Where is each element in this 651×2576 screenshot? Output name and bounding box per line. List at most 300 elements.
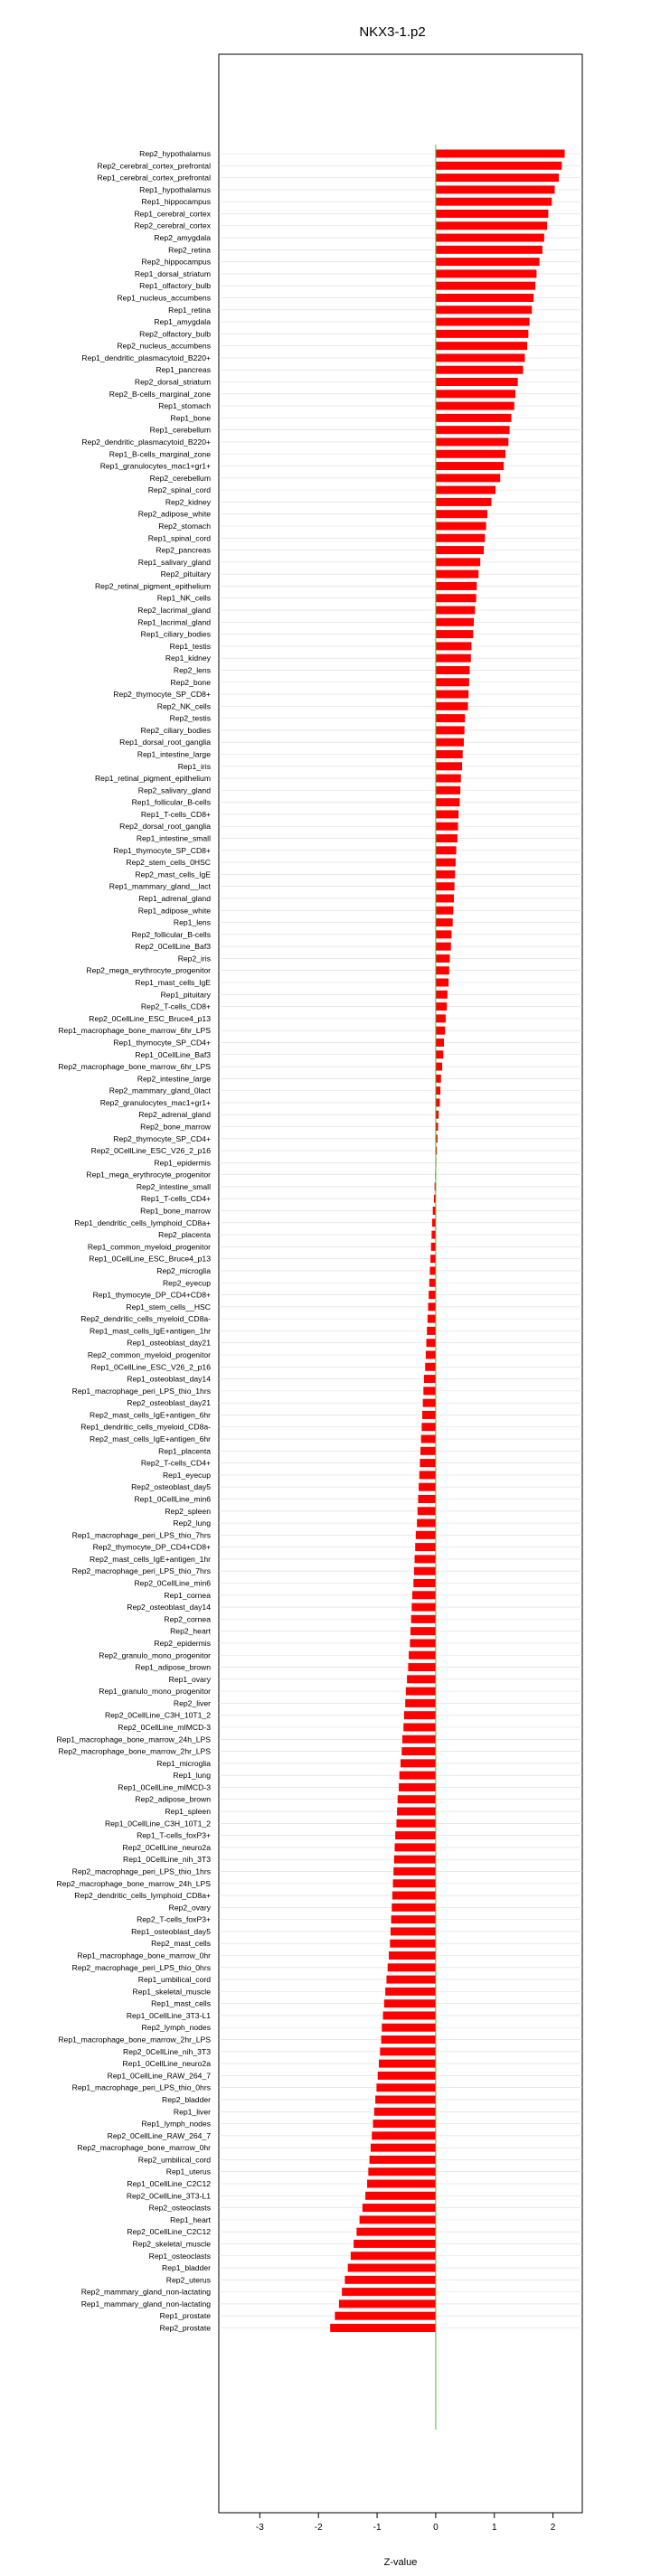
bar bbox=[436, 342, 527, 350]
bar bbox=[395, 1831, 436, 1839]
category-labels bbox=[56, 149, 211, 2332]
category-label: Rep2_spinal_cord bbox=[147, 485, 211, 495]
category-label: Rep1_nucleus_accumbens bbox=[117, 293, 211, 303]
category-label: Rep2_dorsal_root_ganglia bbox=[119, 822, 211, 832]
category-label: Rep1_0CellLine_Baf3 bbox=[135, 1049, 211, 1059]
category-label: Rep1_0CellLine_ESC_V26_2_p16 bbox=[90, 1362, 211, 1372]
category-label: Rep1_macrophage_peri_LPS_thio_0hrs bbox=[71, 2082, 211, 2092]
bar bbox=[436, 966, 449, 974]
bar bbox=[436, 318, 530, 326]
bar bbox=[431, 1231, 436, 1239]
bar bbox=[436, 654, 471, 663]
category-label: Rep1_pituitary bbox=[160, 990, 211, 1000]
category-label: Rep1_spinal_cord bbox=[147, 533, 211, 543]
category-label: Rep2_lacrimal_gland bbox=[137, 606, 211, 616]
bar bbox=[389, 1951, 436, 1960]
bar bbox=[423, 1399, 436, 1407]
category-label: Rep2_osteoclasts bbox=[148, 2203, 211, 2213]
category-label: Rep1_lymph_nodes bbox=[141, 2119, 211, 2129]
category-label: Rep2_thymocyte_SP_CD4+ bbox=[113, 1133, 211, 1143]
bar bbox=[383, 2011, 436, 2019]
bar bbox=[412, 1591, 436, 1599]
bar bbox=[399, 1783, 436, 1791]
bar bbox=[348, 2264, 436, 2272]
category-label: Rep1_bone_marrow bbox=[140, 1206, 211, 1216]
category-label: Rep2_osteoblast_day21 bbox=[127, 1398, 211, 1408]
bar bbox=[436, 366, 524, 374]
category-label: Rep2_spleen bbox=[165, 1506, 211, 1516]
bar bbox=[421, 1435, 436, 1443]
bar bbox=[436, 762, 462, 770]
category-label: Rep2_ciliary_bodies bbox=[140, 725, 211, 735]
bar bbox=[436, 907, 453, 915]
category-label: Rep2_macrophage_bone_marrow_24h_LPS bbox=[56, 1878, 211, 1888]
bar bbox=[393, 1867, 436, 1876]
category-label: Rep2_bladder bbox=[162, 2094, 211, 2104]
bar bbox=[344, 2276, 436, 2284]
bar bbox=[354, 2240, 436, 2248]
category-label: Rep2_amygdala bbox=[154, 233, 211, 243]
category-label: Rep2_epidermis bbox=[154, 1638, 211, 1648]
bar bbox=[394, 1856, 436, 1864]
category-label: Rep2_0CellLine_ESC_V26_2_p16 bbox=[90, 1146, 211, 1156]
category-label: Rep2_uterus bbox=[165, 2275, 211, 2285]
category-label: Rep2_follicular_B-cells bbox=[131, 929, 211, 939]
bar bbox=[432, 1218, 436, 1227]
category-label: Rep1_heart bbox=[170, 2214, 211, 2224]
category-label: Rep1_thymocyte_SP_CD8+ bbox=[113, 845, 211, 855]
category-label: Rep1_common_myeloid_progenitor bbox=[87, 1242, 211, 1252]
category-label: Rep1_retinal_pigment_epithelium bbox=[94, 774, 211, 784]
bar bbox=[436, 810, 458, 818]
category-label: Rep2_stomach bbox=[158, 521, 211, 531]
category-label: Rep2_mammary_gland_0lact bbox=[108, 1086, 211, 1095]
category-label: Rep1_0CellLine_C3H_10T1_2 bbox=[104, 1819, 211, 1829]
category-label: Rep1_hippocampus bbox=[141, 197, 211, 207]
bar bbox=[373, 2120, 436, 2128]
bar bbox=[436, 414, 512, 422]
bar bbox=[426, 1351, 436, 1359]
bar bbox=[436, 1027, 445, 1035]
bar bbox=[436, 666, 470, 674]
category-label: Rep1_thymocyte_SP_CD4+ bbox=[113, 1038, 211, 1048]
category-label: Rep1_adipose_white bbox=[137, 906, 211, 916]
bar bbox=[409, 1651, 436, 1659]
bar bbox=[418, 1495, 435, 1503]
category-label: Rep2_hypothalamus bbox=[139, 149, 211, 158]
bar bbox=[436, 474, 500, 482]
category-label: Rep2_cerebral_cortex_prefrontal bbox=[97, 161, 211, 171]
bars bbox=[330, 150, 564, 2332]
category-label: Rep1_T-cells_CD4+ bbox=[140, 1194, 211, 1204]
bar bbox=[405, 1699, 436, 1707]
category-label: Rep2_retinal_pigment_epithelium bbox=[94, 581, 211, 591]
bar bbox=[436, 210, 548, 218]
bar bbox=[414, 1567, 436, 1575]
category-label: Rep1_osteoblast_day14 bbox=[127, 1374, 211, 1384]
bar bbox=[420, 1459, 436, 1467]
bar bbox=[436, 570, 478, 578]
bar bbox=[436, 162, 561, 170]
category-label: Rep1_eyecup bbox=[162, 1470, 211, 1480]
bar bbox=[436, 1063, 442, 1071]
category-label: Rep1_mammary_gland_non-lactating bbox=[80, 2299, 211, 2308]
x-tick-label: 0 bbox=[433, 2523, 439, 2533]
category-label: Rep1_osteoblast_day5 bbox=[131, 1926, 211, 1936]
bar bbox=[436, 462, 504, 470]
category-label: Rep1_stem_cells__HSC bbox=[126, 1302, 211, 1312]
bar bbox=[397, 1808, 436, 1816]
category-label: Rep1_pancreas bbox=[156, 365, 211, 375]
category-label: Rep1_cerebral_cortex bbox=[134, 209, 211, 219]
bar bbox=[335, 2312, 436, 2320]
bar bbox=[384, 1999, 436, 2007]
category-label: Rep2_dorsal_striatum bbox=[134, 377, 211, 387]
bar bbox=[392, 1904, 436, 1912]
bar bbox=[428, 1315, 436, 1323]
bar bbox=[415, 1543, 436, 1551]
bar bbox=[436, 894, 454, 902]
bar bbox=[342, 2288, 436, 2296]
x-tick-label: 2 bbox=[550, 2523, 556, 2533]
bar bbox=[427, 1327, 436, 1335]
category-label: Rep1_T-cells_CD8+ bbox=[140, 809, 211, 819]
bar bbox=[436, 198, 552, 206]
category-label: Rep2_nucleus_accumbens bbox=[117, 341, 211, 351]
bar bbox=[436, 582, 476, 590]
category-label: Rep2_0CellLine_3T3-L1 bbox=[126, 2191, 211, 2201]
bar bbox=[411, 1603, 436, 1612]
category-label: Rep1_spleen bbox=[165, 1807, 211, 1817]
bar bbox=[436, 702, 468, 710]
category-label: Rep1_dorsal_root_ganglia bbox=[119, 738, 211, 747]
category-label: Rep2_kidney bbox=[165, 497, 211, 507]
category-label: Rep1_mega_erythrocyte_progenitor bbox=[86, 1170, 211, 1180]
bar bbox=[436, 510, 487, 518]
bar bbox=[436, 1014, 446, 1022]
bar bbox=[410, 1627, 436, 1635]
bar bbox=[436, 1086, 440, 1095]
bar bbox=[436, 294, 533, 302]
bar bbox=[375, 2095, 436, 2103]
category-label: Rep2_prostate bbox=[159, 2323, 211, 2333]
category-label: Rep2_osteoblast_day5 bbox=[131, 1482, 211, 1492]
bar bbox=[436, 353, 525, 362]
category-label: Rep1_macrophage_bone_marrow_2hr_LPS bbox=[58, 2035, 211, 2045]
category-label: Rep1_retina bbox=[168, 305, 211, 315]
bar bbox=[400, 1772, 436, 1780]
category-label: Rep2_mammary_gland_non-lactating bbox=[80, 2287, 211, 2297]
category-label: Rep2_pituitary bbox=[160, 569, 211, 579]
category-label: Rep2_microglia bbox=[156, 1265, 211, 1275]
category-label: Rep2_umbilical_cord bbox=[137, 2155, 211, 2165]
category-label: Rep1_adipose_brown bbox=[135, 1662, 211, 1672]
bar bbox=[436, 691, 468, 699]
bar bbox=[402, 1735, 436, 1744]
category-label: Rep2_heart bbox=[170, 1626, 211, 1636]
category-label: Rep2_adipose_white bbox=[137, 509, 211, 519]
category-label: Rep2_0CellLine_C3H_10T1_2 bbox=[104, 1710, 211, 1720]
category-label: Rep1_amygdala bbox=[154, 317, 211, 327]
category-label: Rep2_testis bbox=[169, 713, 211, 723]
bar bbox=[436, 558, 480, 566]
bar bbox=[367, 2180, 436, 2188]
category-label: Rep2_cornea bbox=[164, 1614, 211, 1624]
bar bbox=[415, 1555, 436, 1563]
bar bbox=[436, 450, 505, 458]
category-label: Rep1_dendritic_plasmacytoid_B220+ bbox=[81, 353, 211, 362]
bar bbox=[436, 246, 542, 254]
bar bbox=[436, 1039, 444, 1047]
bar bbox=[416, 1531, 436, 1539]
category-label: Rep1_lung bbox=[173, 1771, 211, 1781]
bar bbox=[427, 1339, 436, 1347]
category-label: Rep2_iris bbox=[177, 954, 211, 964]
bar bbox=[393, 1879, 436, 1887]
bar bbox=[391, 1927, 436, 1935]
category-label: Rep1_0CellLine_nih_3T3 bbox=[123, 1855, 211, 1865]
category-label: Rep2_0CellLine_mIMCD-3 bbox=[118, 1722, 211, 1732]
x-tick-label: -1 bbox=[373, 2523, 382, 2533]
bar bbox=[436, 930, 452, 938]
bar bbox=[436, 390, 515, 398]
category-label: Rep1_ovary bbox=[168, 1674, 211, 1684]
category-label: Rep1_dendritic_cells_myeloid_CD8a- bbox=[80, 1422, 211, 1432]
category-label: Rep1_uterus bbox=[165, 2167, 211, 2176]
category-label: Rep2_dendritic_plasmacytoid_B220+ bbox=[81, 437, 211, 447]
category-label: Rep1_0CellLine_neuro2a bbox=[122, 2059, 211, 2069]
bar bbox=[425, 1363, 436, 1371]
category-label: Rep1_lacrimal_gland bbox=[137, 617, 211, 627]
bar bbox=[374, 2108, 436, 2116]
category-label: Rep1_mast_cells_IgE bbox=[135, 978, 211, 988]
bar bbox=[436, 269, 537, 277]
bar bbox=[382, 2035, 436, 2044]
bar bbox=[408, 1663, 435, 1671]
category-label: Rep2_macrophage_peri_LPS_thio_0hrs bbox=[71, 1962, 211, 1972]
category-label: Rep1_dorsal_striatum bbox=[134, 268, 211, 278]
bar bbox=[436, 642, 472, 650]
category-label: Rep2_adrenal_gland bbox=[138, 1110, 211, 1120]
bar bbox=[436, 221, 547, 230]
category-label: Rep1_placenta bbox=[158, 1446, 211, 1456]
chart-title: NKX3-1.p2 bbox=[359, 24, 426, 40]
bar bbox=[436, 378, 518, 386]
category-label: Rep2_stem_cells_0HSC bbox=[126, 858, 211, 868]
bar bbox=[401, 1747, 436, 1755]
bar bbox=[436, 991, 448, 999]
bar bbox=[436, 402, 514, 410]
bar bbox=[436, 498, 492, 506]
category-label: Rep2_T-cells_CD4+ bbox=[140, 1458, 211, 1468]
bar bbox=[379, 2060, 436, 2068]
bar bbox=[376, 2083, 435, 2092]
category-label: Rep1_0CellLine_ESC_Bruce4_p13 bbox=[89, 1254, 211, 1264]
category-label: Rep2_mast_cells bbox=[151, 1939, 211, 1949]
x-tick-label: -2 bbox=[314, 2523, 323, 2533]
bar bbox=[368, 2167, 436, 2176]
bar bbox=[436, 1050, 443, 1058]
category-label: Rep2_lymph_nodes bbox=[141, 2023, 211, 2033]
bar bbox=[436, 630, 473, 638]
category-label: Rep2_0CellLine_nih_3T3 bbox=[123, 2046, 211, 2056]
category-label: Rep2_0CellLine_Baf3 bbox=[135, 942, 211, 952]
category-label: Rep2_T-cells_CD8+ bbox=[140, 1001, 211, 1011]
category-label: Rep2_granulocytes_mac1+gr1+ bbox=[99, 1097, 211, 1107]
bar bbox=[429, 1291, 436, 1299]
category-label: Rep1_bone bbox=[170, 413, 211, 423]
bar bbox=[410, 1639, 436, 1647]
category-label: Rep1_macrophage_peri_LPS_thio_7hrs bbox=[71, 1530, 211, 1540]
category-label: Rep1_B-cells_marginal_zone bbox=[108, 449, 211, 459]
bar bbox=[428, 1302, 435, 1311]
bar bbox=[436, 594, 476, 602]
category-label: Rep1_macrophage_bone_marrow_6hr_LPS bbox=[58, 1026, 211, 1036]
bar bbox=[417, 1519, 436, 1528]
bar bbox=[365, 2192, 436, 2200]
bar bbox=[403, 1723, 436, 1731]
category-label: Rep1_0CellLine_mIMCD-3 bbox=[118, 1782, 211, 1792]
bar bbox=[436, 859, 456, 867]
bar bbox=[372, 2131, 436, 2139]
bar bbox=[436, 823, 458, 831]
x-axis-ticks bbox=[256, 2513, 556, 2533]
category-label: Rep1_granulocytes_mac1+gr1+ bbox=[99, 461, 211, 471]
bar bbox=[436, 738, 464, 747]
category-label: Rep2_retina bbox=[168, 245, 211, 255]
bar bbox=[436, 618, 474, 626]
category-label: Rep1_salivary_gland bbox=[137, 557, 211, 567]
category-label: Rep2_bone bbox=[170, 677, 211, 687]
bar bbox=[436, 834, 458, 842]
bar bbox=[382, 2024, 436, 2032]
bar bbox=[396, 1819, 435, 1828]
bar bbox=[436, 726, 465, 734]
category-label: Rep1_0CellLine_min6 bbox=[134, 1494, 211, 1504]
category-label: Rep1_olfactory_bulb bbox=[139, 281, 211, 291]
bar bbox=[386, 1976, 435, 1984]
bar bbox=[436, 870, 455, 879]
bar bbox=[436, 1075, 441, 1083]
bar bbox=[436, 174, 559, 182]
category-label: Rep2_hippocampus bbox=[141, 257, 211, 267]
category-label: Rep1_NK_cells bbox=[156, 593, 211, 603]
x-axis-title: Z-value bbox=[383, 2557, 418, 2568]
bar bbox=[430, 1255, 436, 1263]
category-label: Rep1_kidney bbox=[165, 653, 211, 663]
bar bbox=[436, 954, 450, 963]
category-label: Rep2_0CellLine_C2C12 bbox=[127, 2227, 211, 2237]
category-label: Rep2_mast_cells_IgE+antigen_6hr bbox=[89, 1410, 211, 1420]
bar bbox=[436, 437, 508, 446]
category-label: Rep1_granulo_mono_progenitor bbox=[99, 1687, 211, 1697]
category-label: Rep1_mast_cells_IgE+antigen_1hr bbox=[89, 1326, 211, 1336]
bar bbox=[436, 750, 463, 758]
category-label: Rep1_macrophage_peri_LPS_thio_1hrs bbox=[71, 1386, 211, 1396]
category-label: Rep2_0CellLine_neuro2a bbox=[122, 1842, 211, 1852]
category-label: Rep2_0CellLine_min6 bbox=[134, 1578, 211, 1588]
x-tick-label: -3 bbox=[255, 2523, 264, 2533]
category-label: Rep1_follicular_B-cells bbox=[131, 797, 211, 807]
category-label: Rep1_liver bbox=[173, 2107, 211, 2117]
bar bbox=[436, 846, 457, 854]
category-label: Rep1_hypothalamus bbox=[139, 184, 211, 194]
bar bbox=[380, 2047, 436, 2055]
category-label: Rep2_lung bbox=[173, 1518, 211, 1528]
bar bbox=[436, 1002, 447, 1011]
bar bbox=[371, 2144, 436, 2152]
category-label: Rep2_dendritic_cells_myeloid_CD8a- bbox=[80, 1314, 211, 1324]
bar bbox=[401, 1759, 436, 1767]
bar bbox=[411, 1615, 436, 1623]
category-label: Rep1_T-cells_foxP3+ bbox=[137, 1830, 211, 1840]
bar bbox=[378, 2072, 436, 2080]
bar bbox=[363, 2204, 436, 2212]
bar bbox=[413, 1579, 436, 1587]
bar bbox=[436, 282, 535, 290]
bar bbox=[436, 534, 485, 542]
category-label: Rep2_macrophage_bone_marrow_6hr_LPS bbox=[58, 1062, 211, 1072]
category-label: Rep2_cerebellum bbox=[149, 473, 211, 483]
category-label: Rep2_macrophage_bone_marrow_0hr bbox=[77, 2143, 211, 2153]
bar bbox=[395, 1843, 436, 1851]
category-label: Rep2_granulo_mono_progenitor bbox=[99, 1650, 211, 1660]
category-label: Rep1_thymocyte_DP_CD4+CD8+ bbox=[92, 1290, 211, 1300]
bar bbox=[424, 1375, 436, 1383]
category-label: Rep2_intestine_large bbox=[137, 1074, 211, 1084]
category-label: Rep1_cornea bbox=[164, 1590, 211, 1600]
bar bbox=[436, 258, 540, 266]
bar bbox=[388, 1963, 436, 1971]
category-label: Rep1_macrophage_bone_marrow_24h_LPS bbox=[56, 1735, 211, 1744]
category-label: Rep1_adrenal_gland bbox=[138, 893, 211, 903]
bar bbox=[436, 306, 532, 314]
category-label: Rep2_0CellLine_ESC_Bruce4_p13 bbox=[89, 1013, 211, 1023]
bar bbox=[436, 775, 461, 783]
bar bbox=[436, 606, 475, 615]
category-label: Rep1_mammary_gland__lact bbox=[108, 881, 211, 891]
bar bbox=[407, 1675, 436, 1683]
category-label: Rep2_lens bbox=[173, 665, 211, 675]
category-label: Rep2_cerebral_cortex bbox=[134, 221, 211, 230]
category-label: Rep1_skeletal_muscle bbox=[132, 1987, 211, 1997]
bar bbox=[436, 714, 465, 722]
category-label: Rep1_osteoclasts bbox=[148, 2251, 211, 2261]
category-label: Rep2_dendritic_cells_lymphoid_CD8a+ bbox=[74, 1891, 211, 1901]
bar bbox=[436, 330, 528, 338]
bar bbox=[436, 678, 469, 686]
bar bbox=[436, 979, 448, 987]
bar bbox=[436, 150, 565, 158]
category-label: Rep1_cerebral_cortex_prefrontal bbox=[97, 173, 211, 183]
category-label: Rep2_NK_cells bbox=[156, 701, 211, 711]
category-label: Rep1_0CellLine_3T3-L1 bbox=[126, 2010, 211, 2020]
bar bbox=[431, 1243, 436, 1251]
category-label: Rep1_lens bbox=[173, 917, 211, 927]
category-label: Rep2_thymocyte_DP_CD4+CD8+ bbox=[92, 1542, 211, 1552]
category-label: Rep2_mast_cells_IgE+antigen_1hr bbox=[89, 1554, 211, 1564]
bar bbox=[436, 1098, 440, 1106]
category-label: Rep1_cerebellum bbox=[149, 425, 211, 435]
category-label: Rep2_ovary bbox=[168, 1903, 211, 1913]
bar bbox=[422, 1411, 436, 1419]
category-label: Rep2_skeletal_muscle bbox=[132, 2239, 211, 2249]
category-label: Rep1_intestine_large bbox=[137, 749, 211, 759]
bar bbox=[436, 798, 460, 806]
category-label: Rep1_0CellLine_RAW_264_7 bbox=[107, 2071, 211, 2081]
bar bbox=[421, 1423, 436, 1431]
x-tick-label: 1 bbox=[491, 2523, 497, 2533]
